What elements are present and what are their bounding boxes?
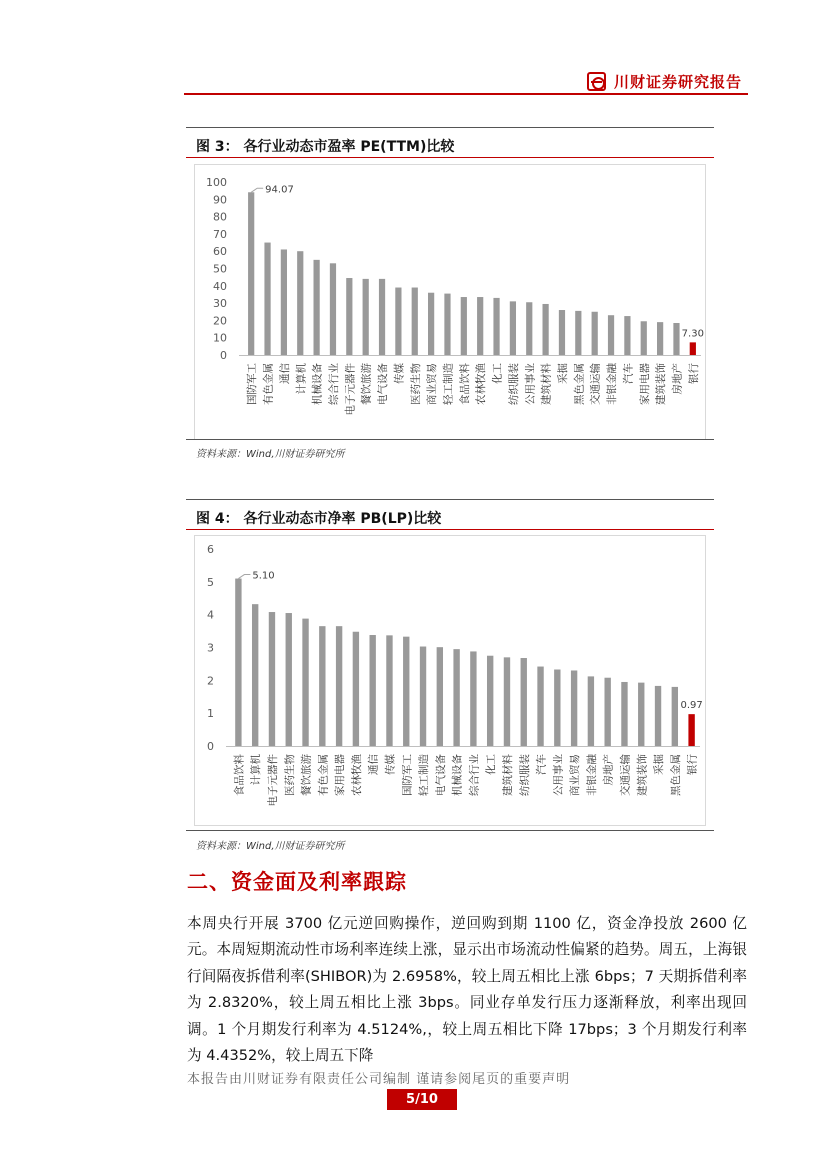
figure-source: 资料来源：Wind,川财证券研究所	[196, 841, 345, 852]
bar	[428, 293, 434, 355]
x-tick-label: 交通运输	[589, 363, 602, 405]
x-tick-label: 电子元器件	[344, 363, 357, 416]
bar	[543, 304, 549, 355]
x-tick-label: 通信	[367, 754, 380, 775]
x-tick-label: 建筑材料	[540, 363, 553, 405]
bar	[264, 243, 270, 355]
x-tick-label: 非银金融	[585, 754, 598, 796]
bar	[641, 321, 647, 355]
x-tick-label: 餐饮旅游	[360, 363, 373, 405]
y-tick-label: 4	[207, 608, 214, 622]
y-tick-label: 3	[207, 641, 214, 655]
bar	[269, 612, 275, 746]
bar	[353, 632, 359, 746]
x-tick-label: 采掘	[556, 363, 569, 384]
y-tick-label: 40	[213, 279, 227, 293]
x-tick-label: 有色金属	[262, 363, 275, 405]
page-number: 5/10	[387, 1089, 457, 1110]
y-tick-label: 90	[213, 193, 227, 207]
x-tick-label: 农林牧渔	[475, 363, 488, 405]
figure-title-rule	[186, 529, 714, 530]
data-label-leader-line	[251, 188, 263, 192]
y-tick-label: 80	[213, 210, 227, 224]
bar	[487, 656, 493, 746]
bar	[330, 263, 336, 355]
x-tick-label: 建筑装饰	[636, 754, 649, 796]
pe-ttm-bar-chart	[195, 165, 705, 439]
x-tick-label: 综合行业	[468, 754, 481, 796]
figure-top-rule	[186, 499, 714, 500]
x-tick-label: 房地产	[602, 754, 615, 786]
x-tick-label: 电气设备	[434, 754, 447, 796]
x-tick-label: 化工	[485, 754, 498, 775]
bar	[672, 687, 678, 746]
x-tick-label: 化工	[491, 363, 504, 384]
x-tick-label: 综合行业	[327, 363, 340, 405]
x-tick-label: 有色金属	[317, 754, 330, 796]
data-label-leader-line	[238, 575, 250, 579]
footer-disclaimer: 本报告由川财证券有限责任公司编制 谨请参阅尾页的重要声明	[187, 1072, 571, 1087]
figure-3	[186, 127, 714, 459]
data-label: 7.30	[681, 328, 704, 340]
x-tick-label: 交通运输	[619, 754, 632, 796]
bar	[314, 260, 320, 355]
bar	[252, 604, 258, 746]
report-header-brand	[587, 70, 742, 92]
x-tick-label: 建筑材料	[501, 754, 514, 796]
bar	[559, 310, 565, 355]
brand-name: 川财证券研究报告	[614, 72, 743, 91]
x-tick-label: 非银金融	[606, 363, 619, 405]
y-tick-label: 70	[213, 227, 227, 241]
bar	[657, 322, 663, 355]
x-tick-label: 电气设备	[377, 363, 390, 405]
y-tick-label: 50	[213, 262, 227, 276]
x-tick-label: 家用电器	[638, 363, 651, 405]
x-tick-label: 国防军工	[246, 363, 259, 405]
x-tick-label: 机械设备	[311, 363, 324, 405]
figure-title-rule	[186, 157, 714, 158]
x-tick-label: 银行	[687, 363, 700, 384]
bar	[604, 678, 610, 746]
x-tick-label: 建筑装饰	[655, 363, 668, 405]
y-tick-label: 30	[213, 297, 227, 311]
x-tick-label: 传媒	[393, 363, 406, 384]
x-tick-label: 家用电器	[334, 754, 347, 796]
bar	[346, 278, 352, 355]
x-tick-label: 食品饮料	[458, 363, 471, 405]
x-tick-label: 农林牧渔	[350, 754, 363, 796]
bar	[575, 311, 581, 355]
x-tick-label: 国防军工	[401, 754, 414, 796]
x-tick-label: 传媒	[384, 754, 397, 775]
x-tick-label: 轻工制造	[442, 363, 455, 405]
y-tick-label: 100	[206, 176, 227, 189]
bar	[521, 658, 527, 746]
x-tick-label: 机械设备	[451, 754, 464, 796]
x-tick-label: 黑色金属	[669, 754, 682, 796]
bar	[395, 288, 401, 355]
bar	[235, 579, 241, 746]
x-tick-label: 公用事业	[524, 363, 537, 405]
bar	[420, 647, 426, 746]
x-tick-label: 银行	[686, 754, 699, 775]
x-tick-label: 计算机	[295, 363, 308, 395]
data-label: 5.10	[252, 570, 275, 582]
bar	[571, 670, 577, 746]
bar	[386, 635, 392, 746]
y-tick-label: 20	[213, 314, 227, 328]
x-tick-label: 纺织服装	[518, 754, 531, 796]
bar	[673, 323, 679, 355]
figure-bottom-rule	[186, 439, 714, 440]
x-tick-label: 黑色金属	[573, 363, 586, 405]
bar	[638, 683, 644, 746]
bar	[588, 676, 594, 746]
y-tick-label: 0	[220, 349, 227, 362]
x-tick-label: 计算机	[250, 754, 263, 786]
x-tick-label: 汽车	[622, 363, 635, 384]
x-tick-label: 采掘	[653, 754, 666, 775]
bar	[690, 342, 696, 355]
body-paragraph: 本周央行开展 3700 亿元逆回购操作，逆回购到期 1100 亿，资金净投放 2600 亿元。本周短期流动性市场利率连续上涨，显示出市场流动性偏紧的趋势。周五，上海银行间隔夜拆借利率(SHIBOR)为 2.6958%，较上周五相比上涨 6bps；7 天期拆借利率为 2.8320%，较上周五相比上涨 3bps。同业存单发行压力逐渐释放，利率出现回调。1 个月期发行利率为 4.5124%,，较上周五相比下降 17bps；3 个月期发行利率为 4.4352%，较上周五下降	[187, 915, 747, 1065]
bar	[412, 288, 418, 355]
pb-lp-bar-chart	[195, 536, 705, 825]
bar	[319, 626, 325, 746]
x-tick-label: 食品饮料	[233, 754, 246, 796]
figure-bottom-rule	[186, 830, 714, 831]
data-label: 0.97	[680, 700, 703, 712]
header-divider	[184, 93, 748, 95]
bar	[592, 312, 598, 355]
bar	[655, 686, 661, 746]
y-tick-label: 10	[213, 331, 227, 345]
bar	[281, 249, 287, 355]
bar	[286, 613, 292, 746]
bar	[248, 192, 254, 355]
bar	[477, 297, 483, 355]
figure-top-rule	[186, 127, 714, 128]
bar	[297, 251, 303, 355]
bar	[526, 302, 532, 355]
y-tick-label: 0	[207, 740, 214, 753]
chart-frame	[194, 164, 706, 440]
y-tick-label: 1	[207, 707, 214, 721]
figure-title: 图 3： 各行业动态市盈率 PE(TTM)比较	[196, 139, 455, 155]
x-tick-label: 医药生物	[283, 754, 296, 796]
bar	[379, 279, 385, 355]
bar	[504, 657, 510, 746]
bar	[621, 682, 627, 746]
x-tick-label: 商业贸易	[569, 754, 582, 796]
bar	[444, 294, 450, 355]
bar	[363, 279, 369, 355]
bar	[554, 670, 560, 747]
bar	[608, 315, 614, 355]
figure-title: 图 4： 各行业动态市净率 PB(LP)比较	[196, 511, 442, 527]
bar	[624, 316, 630, 355]
x-tick-label: 医药生物	[409, 363, 422, 405]
bar	[336, 626, 342, 746]
x-tick-label: 餐饮旅游	[300, 754, 313, 796]
bar	[437, 647, 443, 746]
company-logo-icon	[587, 72, 606, 91]
bar	[403, 637, 409, 746]
y-tick-label: 6	[207, 543, 214, 556]
section-heading: 二、资金面及利率跟踪	[187, 869, 407, 894]
y-tick-label: 60	[213, 245, 227, 259]
bar	[461, 297, 467, 355]
bar	[453, 649, 459, 746]
x-tick-label: 电子元器件	[266, 754, 279, 807]
x-tick-label: 汽车	[535, 754, 548, 775]
bar	[369, 635, 375, 746]
y-tick-label: 2	[207, 674, 214, 688]
bar	[302, 619, 308, 746]
y-tick-label: 5	[207, 575, 214, 589]
x-tick-label: 商业贸易	[426, 363, 439, 405]
figure-source: 资料来源：Wind,川财证券研究所	[196, 449, 345, 460]
bar	[688, 714, 694, 746]
data-label: 94.07	[265, 184, 294, 196]
x-tick-label: 纺织服装	[507, 363, 520, 405]
chart-frame	[194, 535, 706, 826]
bar	[510, 301, 516, 355]
bar	[470, 651, 476, 746]
figure-4	[186, 499, 714, 857]
x-tick-label: 房地产	[671, 363, 684, 395]
x-tick-label: 通信	[278, 363, 291, 384]
x-tick-label: 公用事业	[552, 754, 565, 796]
bar	[493, 298, 499, 355]
x-tick-label: 轻工制造	[418, 754, 431, 796]
bar	[537, 667, 543, 746]
